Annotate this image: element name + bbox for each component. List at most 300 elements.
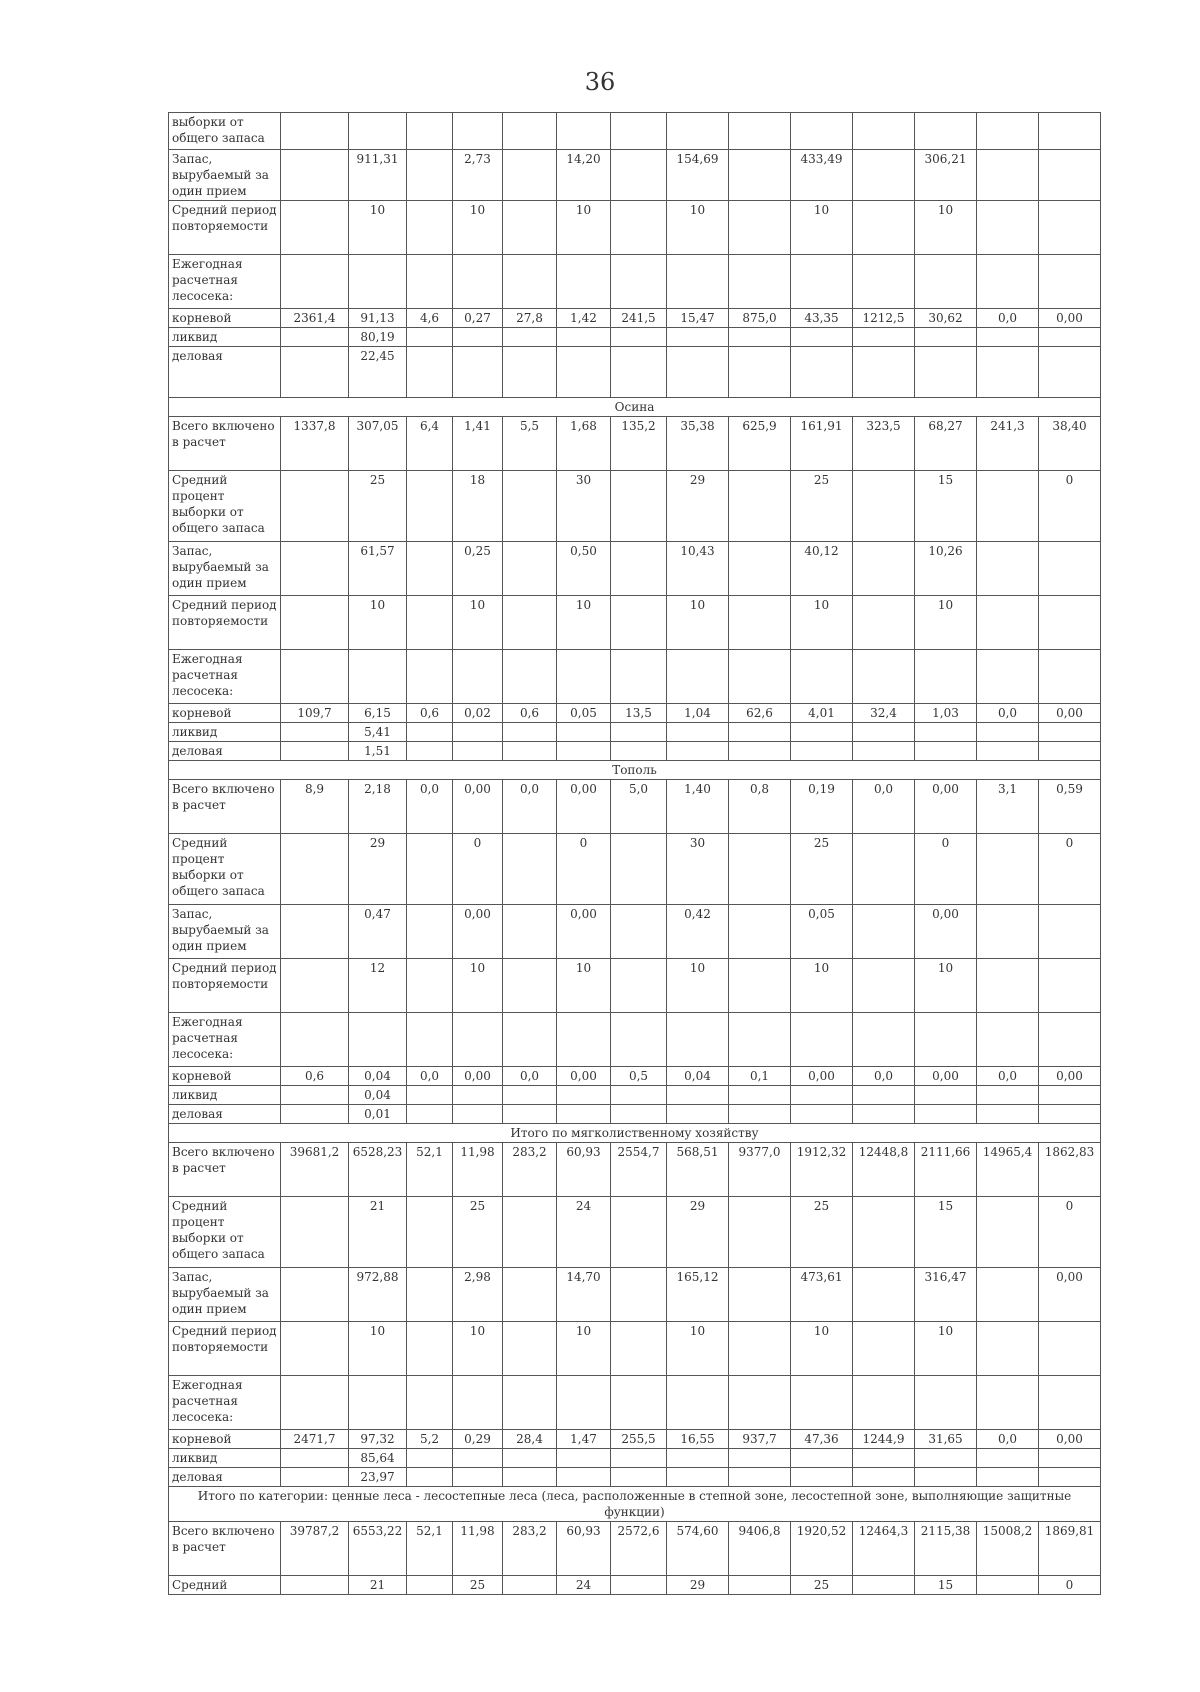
table-cell (1039, 959, 1101, 1013)
table-cell (729, 542, 791, 596)
table-row (169, 1086, 1101, 1105)
table-cell (611, 905, 667, 959)
table-cell (667, 1449, 729, 1468)
table-cell: 0,6 (407, 704, 453, 723)
table-cell (503, 1197, 557, 1268)
table-cell: 0,00 (915, 780, 977, 834)
table-cell: 22,45 (349, 347, 407, 398)
table-cell (977, 1376, 1039, 1430)
row-label: корневой (169, 1067, 281, 1086)
table-cell: 1,40 (667, 780, 729, 834)
table-cell: 6,15 (349, 704, 407, 723)
table-cell: 0,04 (667, 1067, 729, 1086)
table-cell (611, 542, 667, 596)
table-cell: 0 (1039, 1197, 1101, 1268)
table-cell: 25 (349, 471, 407, 542)
table-cell: 60,93 (557, 1143, 611, 1197)
table-cell: 21 (349, 1576, 407, 1595)
section-row (169, 1487, 1101, 1522)
table-cell: 15 (915, 1576, 977, 1595)
table-cell: 0 (915, 834, 977, 905)
row-label: Ежегодная расчетная лесосека: (169, 1376, 281, 1430)
table-cell (611, 1268, 667, 1322)
table-cell (557, 328, 611, 347)
table-cell (503, 723, 557, 742)
table-cell: 0,29 (453, 1430, 503, 1449)
table-row (169, 1430, 1101, 1449)
table-cell (557, 113, 611, 150)
table-cell: 10 (915, 959, 977, 1013)
table-cell (853, 1449, 915, 1468)
table-cell (281, 542, 349, 596)
table-cell: 307,05 (349, 417, 407, 471)
table-cell: 0,04 (349, 1067, 407, 1086)
table-cell (281, 1105, 349, 1124)
table-cell (281, 328, 349, 347)
table-row (169, 328, 1101, 347)
table-cell (729, 1013, 791, 1067)
table-cell: 0,05 (557, 704, 611, 723)
table-cell (1039, 328, 1101, 347)
table-cell: 2,18 (349, 780, 407, 834)
table-cell: 0 (1039, 471, 1101, 542)
table-cell: 10 (915, 1322, 977, 1376)
table-cell (349, 1376, 407, 1430)
table-row (169, 650, 1101, 704)
table-cell (453, 1105, 503, 1124)
table-cell (611, 328, 667, 347)
table-cell (453, 113, 503, 150)
table-cell: 18 (453, 471, 503, 542)
table-cell (503, 1468, 557, 1487)
table-cell: 10 (453, 596, 503, 650)
table-cell: 29 (667, 1197, 729, 1268)
table-cell (407, 347, 453, 398)
table-cell (349, 1013, 407, 1067)
table-cell (407, 905, 453, 959)
table-cell: 10 (667, 1322, 729, 1376)
table-cell (977, 1322, 1039, 1376)
table-row (169, 255, 1101, 309)
table-cell (853, 1197, 915, 1268)
table-cell (503, 959, 557, 1013)
table-cell: 0,02 (453, 704, 503, 723)
table-cell: 4,6 (407, 309, 453, 328)
table-cell (349, 113, 407, 150)
table-cell (1039, 1086, 1101, 1105)
table-cell (915, 723, 977, 742)
table-cell (407, 1449, 453, 1468)
table-cell: 473,61 (791, 1268, 853, 1322)
row-label: ликвид (169, 1449, 281, 1468)
row-label: Всего включено в расчет (169, 1143, 281, 1197)
table-cell: 6553,22 (349, 1522, 407, 1576)
table-row (169, 1468, 1101, 1487)
row-label: ликвид (169, 1086, 281, 1105)
table-cell: 5,2 (407, 1430, 453, 1449)
table-cell: 135,2 (611, 417, 667, 471)
row-label: Средний процент выборки от общего запаса (169, 1197, 281, 1268)
row-label: деловая (169, 347, 281, 398)
table-cell (453, 1449, 503, 1468)
table-cell (729, 328, 791, 347)
table-cell: 2361,4 (281, 309, 349, 328)
table-cell (915, 650, 977, 704)
table-cell: 25 (791, 1576, 853, 1595)
table-cell: 25 (453, 1576, 503, 1595)
table-cell (729, 255, 791, 309)
table-cell (791, 347, 853, 398)
table-cell (1039, 905, 1101, 959)
table-cell (407, 1376, 453, 1430)
table-cell: 2471,7 (281, 1430, 349, 1449)
table-cell (349, 255, 407, 309)
table-cell (453, 650, 503, 704)
table-cell: 433,49 (791, 150, 853, 201)
table-cell: 1,42 (557, 309, 611, 328)
table-row (169, 150, 1101, 201)
table-cell (611, 1197, 667, 1268)
table-cell (729, 201, 791, 255)
table-cell: 0 (1039, 1576, 1101, 1595)
table-cell (667, 742, 729, 761)
table-row (169, 905, 1101, 959)
table-cell: 0,6 (281, 1067, 349, 1086)
row-label: Средний процент выборки от общего запаса (169, 471, 281, 542)
table-cell (853, 650, 915, 704)
table-cell: 937,7 (729, 1430, 791, 1449)
table-cell: 62,6 (729, 704, 791, 723)
table-cell (557, 650, 611, 704)
table-cell: 12 (349, 959, 407, 1013)
table-cell: 4,01 (791, 704, 853, 723)
table-cell (611, 1576, 667, 1595)
table-cell (729, 650, 791, 704)
table-cell (729, 1268, 791, 1322)
table-cell: 39787,2 (281, 1522, 349, 1576)
table-cell: 0 (453, 834, 503, 905)
table-cell (667, 1086, 729, 1105)
table-cell (1039, 742, 1101, 761)
table-cell (977, 255, 1039, 309)
table-cell: 165,12 (667, 1268, 729, 1322)
table-cell: 2,73 (453, 150, 503, 201)
table-cell (611, 959, 667, 1013)
table-cell: 2572,6 (611, 1522, 667, 1576)
table-cell: 97,32 (349, 1430, 407, 1449)
table-cell (915, 255, 977, 309)
table-cell (667, 328, 729, 347)
table-row (169, 1449, 1101, 1468)
table-cell (557, 1449, 611, 1468)
table-row (169, 780, 1101, 834)
table-cell (1039, 1105, 1101, 1124)
table-cell: 10 (557, 959, 611, 1013)
table-cell (915, 328, 977, 347)
allowable-cut-table (168, 112, 1101, 1595)
table-cell (557, 1376, 611, 1430)
table-cell: 52,1 (407, 1143, 453, 1197)
row-label: Всего включено в расчет (169, 1522, 281, 1576)
table-cell: 10,26 (915, 542, 977, 596)
table-cell: 5,41 (349, 723, 407, 742)
table-cell: 972,88 (349, 1268, 407, 1322)
table-cell (611, 471, 667, 542)
table-cell: 875,0 (729, 309, 791, 328)
table-cell (667, 255, 729, 309)
table-cell (281, 905, 349, 959)
table-cell: 35,38 (667, 417, 729, 471)
table-cell (407, 1468, 453, 1487)
table-cell (977, 959, 1039, 1013)
table-cell (407, 1268, 453, 1322)
table-cell (503, 328, 557, 347)
table-cell (453, 328, 503, 347)
table-cell: 241,5 (611, 309, 667, 328)
table-cell (611, 255, 667, 309)
table-cell (557, 1105, 611, 1124)
table-cell: 21 (349, 1197, 407, 1268)
table-cell (729, 347, 791, 398)
table-cell: 10 (557, 596, 611, 650)
table-row (169, 834, 1101, 905)
table-cell: 0,0 (977, 1067, 1039, 1086)
table-cell (729, 1576, 791, 1595)
table-cell: 0,0 (977, 704, 1039, 723)
table-cell (977, 150, 1039, 201)
table-cell (853, 201, 915, 255)
table-cell: 47,36 (791, 1430, 853, 1449)
table-cell (503, 1322, 557, 1376)
table-cell (853, 834, 915, 905)
table-cell: 0,00 (1039, 1067, 1101, 1086)
table-cell (281, 959, 349, 1013)
table-row (169, 542, 1101, 596)
table-cell: 0,0 (853, 1067, 915, 1086)
row-label: корневой (169, 704, 281, 723)
table-cell: 1244,9 (853, 1430, 915, 1449)
table-cell (503, 1376, 557, 1430)
table-cell (349, 650, 407, 704)
table-cell (1039, 1322, 1101, 1376)
table-cell (853, 1105, 915, 1124)
table-cell (453, 742, 503, 761)
table-cell (281, 596, 349, 650)
table-cell: 10 (667, 959, 729, 1013)
table-cell: 574,60 (667, 1522, 729, 1576)
table-row (169, 596, 1101, 650)
table-cell: 1,47 (557, 1430, 611, 1449)
table-cell: 10 (667, 201, 729, 255)
row-label: Запас, вырубаемый за один прием (169, 542, 281, 596)
section-title: Итого по категории: ценные леса - лесостепные леса (леса, расположенные в степной зоне, лесостепной зоне, выполняющие защитные функции) (169, 1487, 1101, 1522)
table-cell (853, 1268, 915, 1322)
table-cell (1039, 650, 1101, 704)
table-cell (557, 1468, 611, 1487)
table-cell (503, 1576, 557, 1595)
section-title: Итого по мягколиственному хозяйству (169, 1124, 1101, 1143)
table-cell (281, 201, 349, 255)
table-cell (915, 1468, 977, 1487)
table-cell (407, 650, 453, 704)
table-cell: 0,00 (557, 780, 611, 834)
table-cell: 0,00 (453, 905, 503, 959)
table-cell (915, 1013, 977, 1067)
table-cell (281, 1376, 349, 1430)
table-cell (853, 542, 915, 596)
table-cell: 10 (667, 596, 729, 650)
table-cell (281, 255, 349, 309)
table-cell (729, 905, 791, 959)
table-cell: 68,27 (915, 417, 977, 471)
table-row (169, 1322, 1101, 1376)
table-cell: 52,1 (407, 1522, 453, 1576)
table-cell (915, 1449, 977, 1468)
table-cell (667, 1376, 729, 1430)
table-cell (853, 255, 915, 309)
table-cell: 61,57 (349, 542, 407, 596)
table-cell (791, 328, 853, 347)
table-cell (407, 742, 453, 761)
table-cell: 0,1 (729, 1067, 791, 1086)
table-cell (281, 1576, 349, 1595)
table-cell (407, 1013, 453, 1067)
table-cell (453, 1086, 503, 1105)
table-cell (503, 742, 557, 761)
table-cell (791, 1105, 853, 1124)
table-row (169, 347, 1101, 398)
table-cell (407, 471, 453, 542)
table-cell: 10 (915, 596, 977, 650)
table-cell (407, 113, 453, 150)
table-cell (503, 650, 557, 704)
table-cell (281, 150, 349, 201)
table-cell (1039, 1468, 1101, 1487)
table-cell: 0,5 (611, 1067, 667, 1086)
table-cell (977, 347, 1039, 398)
table-cell (729, 1322, 791, 1376)
table-cell (503, 150, 557, 201)
table-cell (853, 723, 915, 742)
table-cell (729, 1468, 791, 1487)
row-label: Средний период повторяемости (169, 1322, 281, 1376)
table-cell (503, 471, 557, 542)
table-cell: 6528,23 (349, 1143, 407, 1197)
table-cell: 24 (557, 1197, 611, 1268)
table-cell (611, 834, 667, 905)
table-cell (853, 1013, 915, 1067)
table-cell: 30 (667, 834, 729, 905)
table-row (169, 471, 1101, 542)
table-cell: 1912,32 (791, 1143, 853, 1197)
table-cell (281, 347, 349, 398)
table-cell (503, 347, 557, 398)
table-cell: 38,40 (1039, 417, 1101, 471)
table-cell (611, 650, 667, 704)
table-cell (977, 471, 1039, 542)
table-cell: 10 (349, 201, 407, 255)
table-cell: 1869,81 (1039, 1522, 1101, 1576)
table-cell (503, 834, 557, 905)
table-cell (557, 742, 611, 761)
table-cell (977, 1086, 1039, 1105)
table-cell: 10 (453, 959, 503, 1013)
table-cell (503, 1268, 557, 1322)
table-cell (915, 1086, 977, 1105)
table-cell: 10 (557, 1322, 611, 1376)
table-cell (281, 1197, 349, 1268)
table-cell: 1,04 (667, 704, 729, 723)
table-cell (729, 723, 791, 742)
table-cell: 28,4 (503, 1430, 557, 1449)
table-cell: 14965,4 (977, 1143, 1039, 1197)
table-cell (281, 1449, 349, 1468)
table-cell (407, 834, 453, 905)
table-cell: 161,91 (791, 417, 853, 471)
table-cell: 911,31 (349, 150, 407, 201)
table-cell: 1,03 (915, 704, 977, 723)
table-cell: 23,97 (349, 1468, 407, 1487)
row-label: Средний период повторяемости (169, 959, 281, 1013)
table-cell: 2111,66 (915, 1143, 977, 1197)
table-cell (853, 1086, 915, 1105)
table-cell: 0,00 (453, 780, 503, 834)
table-cell (1039, 1013, 1101, 1067)
table-cell (667, 1468, 729, 1487)
table-cell: 0,0 (407, 780, 453, 834)
table-cell: 0,00 (557, 905, 611, 959)
table-cell: 255,5 (611, 1430, 667, 1449)
table-cell (407, 150, 453, 201)
table-cell: 1,51 (349, 742, 407, 761)
table-cell (281, 650, 349, 704)
table-cell: 10 (791, 959, 853, 1013)
table-cell: 0,00 (1039, 1430, 1101, 1449)
table-cell: 10 (453, 201, 503, 255)
table-cell (729, 1105, 791, 1124)
table-cell (407, 1105, 453, 1124)
table-cell: 283,2 (503, 1522, 557, 1576)
table-cell: 0,27 (453, 309, 503, 328)
table-cell: 80,19 (349, 328, 407, 347)
table-cell (977, 723, 1039, 742)
table-cell: 0,0 (503, 1067, 557, 1086)
table-cell (407, 1322, 453, 1376)
row-label: Запас, вырубаемый за один прием (169, 150, 281, 201)
table-cell (729, 1449, 791, 1468)
section-row (169, 398, 1101, 417)
table-cell: 30,62 (915, 309, 977, 328)
table-cell (853, 471, 915, 542)
table-cell (407, 723, 453, 742)
table-cell: 241,3 (977, 417, 1039, 471)
table-cell (281, 471, 349, 542)
table-cell (281, 1086, 349, 1105)
table-cell (453, 1013, 503, 1067)
table-cell: 283,2 (503, 1143, 557, 1197)
row-label: ликвид (169, 328, 281, 347)
row-label: ликвид (169, 723, 281, 742)
table-cell (729, 834, 791, 905)
table-cell: 24 (557, 1576, 611, 1595)
table-cell (729, 596, 791, 650)
page-number: 36 (584, 68, 616, 96)
table-cell (1039, 150, 1101, 201)
table-cell (853, 1322, 915, 1376)
table-cell (667, 723, 729, 742)
table-cell (453, 1468, 503, 1487)
table-cell (503, 542, 557, 596)
